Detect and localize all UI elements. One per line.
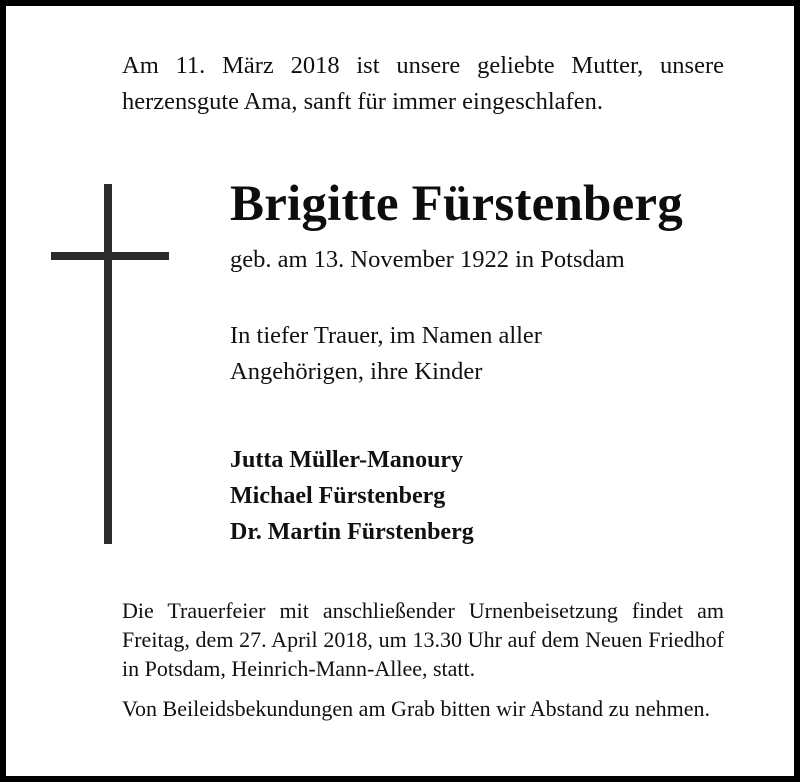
funeral-service-info: Die Trauerfeier mit anschließender Urnenbeisetzung findet am Freitag, dem 27. April 2018, um 13.30 Uhr auf dem Neuen Friedhof in Potsdam, Heinrich-Mann-Allee, statt. [122,598,724,681]
condolence-note: Von Beileidsbekundungen am Grab bitten wir Abstand zu nehmen. [122,696,710,721]
child-name: Dr. Martin Fürstenberg [230,519,474,545]
deceased-name: Brigitte Fürstenberg [230,176,683,232]
mourning-line-2: Angehörigen, ihre Kinder [230,358,483,385]
mourning-text [230,318,542,390]
cross-icon [51,184,169,544]
children-list [230,442,474,550]
child-name: Jutta Müller-Manoury [230,447,464,473]
intro-text: Am 11. März 2018 ist unsere geliebte Mutter, unsere herzensgute Ama, sanft für immer eingeschlafen. [122,52,724,115]
birth-info: geb. am 13. November 1922 in Potsdam [230,246,625,273]
mourning-line-1: In tiefer Trauer, im Namen aller [230,322,542,349]
cross-vertical-bar [104,184,112,544]
child-name: Michael Fürstenberg [230,483,446,509]
cross-horizontal-bar [51,252,169,260]
